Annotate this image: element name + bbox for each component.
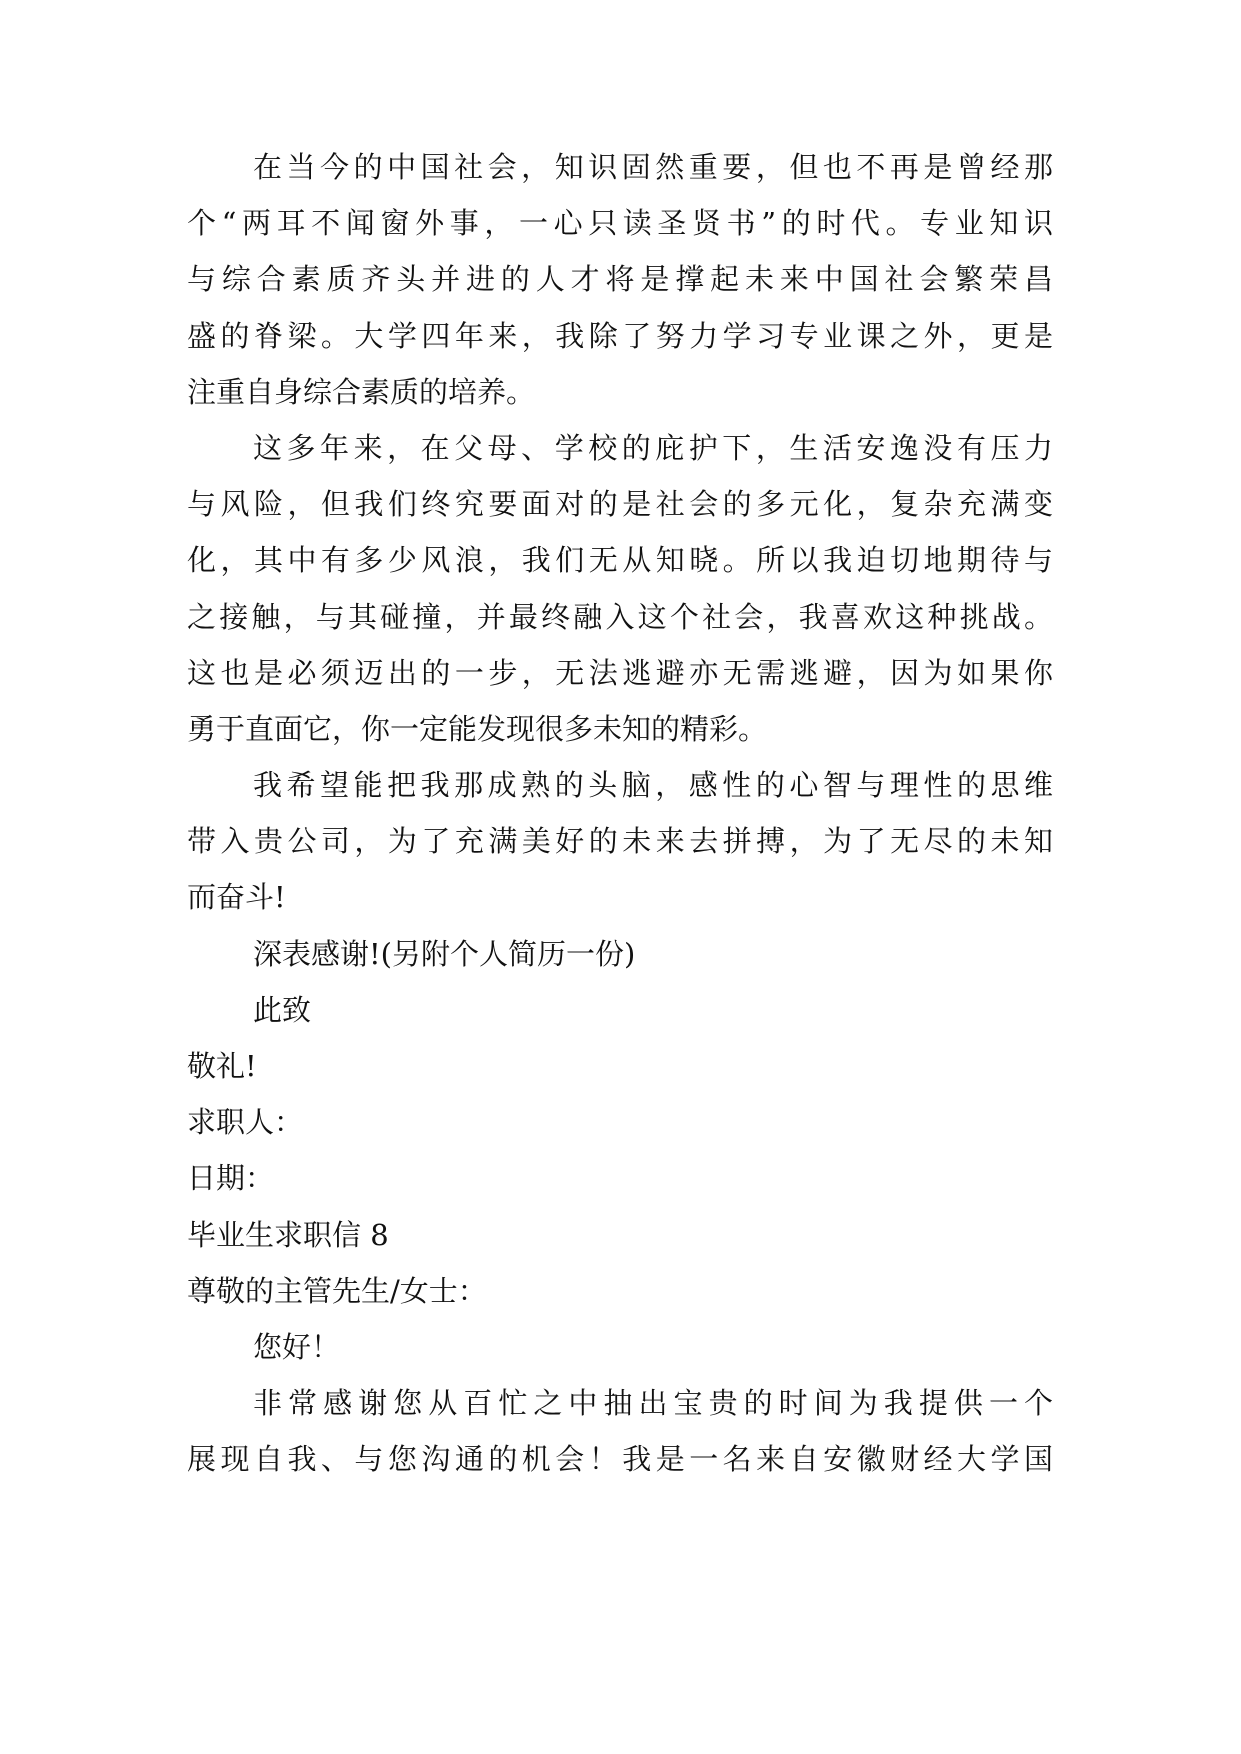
text-line: 展现自我、与您沟通的机会！我是一名来自安徽财经大学国 [187, 1442, 1053, 1477]
text-line: 注重自身综合素质的培养。 [187, 374, 536, 409]
text-line: 与风险，但我们终究要面对的是社会的多元化，复杂充满变 [187, 487, 1053, 522]
text-line: 之接触，与其碰撞，并最终融入这个社会，我喜欢这种挑战。 [187, 599, 1053, 634]
paragraph [187, 139, 1053, 420]
applicant-label: 求职人： [187, 1105, 304, 1140]
text-line: 化，其中有多少风浪，我们无从知晓。所以我迫切地期待与 [187, 543, 1053, 578]
greeting-line: 您好！ [253, 1329, 341, 1364]
thanks-line: 深表感谢!(另附个人简历一份) [253, 936, 636, 971]
text-line: 这也是必须迈出的一步，无法逃避亦无需逃避，因为如果你 [187, 655, 1053, 690]
closing-line: 此致 [253, 992, 312, 1027]
salute-line: 敬礼! [187, 1049, 257, 1083]
document-page [187, 139, 1053, 1488]
letter-title: 毕业生求职信 8 [187, 1217, 389, 1252]
text-line: 在当今的中国社会，知识固然重要，但也不再是曾经那 [253, 150, 1053, 184]
text-line: 而奋斗! [187, 880, 286, 915]
salutation-line: 尊敬的主管先生/女士： [187, 1273, 487, 1308]
text-line: 与综合素质齐头并进的人才将是撑起未来中国社会繁荣昌 [187, 262, 1053, 297]
text-line: 盛的脊梁。大学四年来，我除了努力学习专业课之外，更是 [187, 318, 1053, 353]
text-line: 带入贵公司，为了充满美好的未来去拼搏，为了无尽的未知 [187, 824, 1053, 859]
paragraph [187, 1375, 1053, 1487]
paragraph [187, 757, 1053, 926]
text-line: 非常感谢您从百忙之中抽出宝贵的时间为我提供一个 [253, 1386, 1053, 1421]
text-line: 个“两耳不闻窗外事，一心只读圣贤书”的时代。专业知识 [187, 206, 1053, 241]
date-label: 日期： [187, 1161, 275, 1196]
text-line: 我希望能把我那成熟的头脑，感性的心智与理性的思维 [253, 768, 1053, 803]
paragraph [187, 420, 1053, 757]
text-line: 这多年来，在父母、学校的庇护下，生活安逸没有压力 [253, 430, 1053, 465]
text-line: 勇于直面它，你一定能发现很多未知的精彩。 [187, 711, 768, 746]
